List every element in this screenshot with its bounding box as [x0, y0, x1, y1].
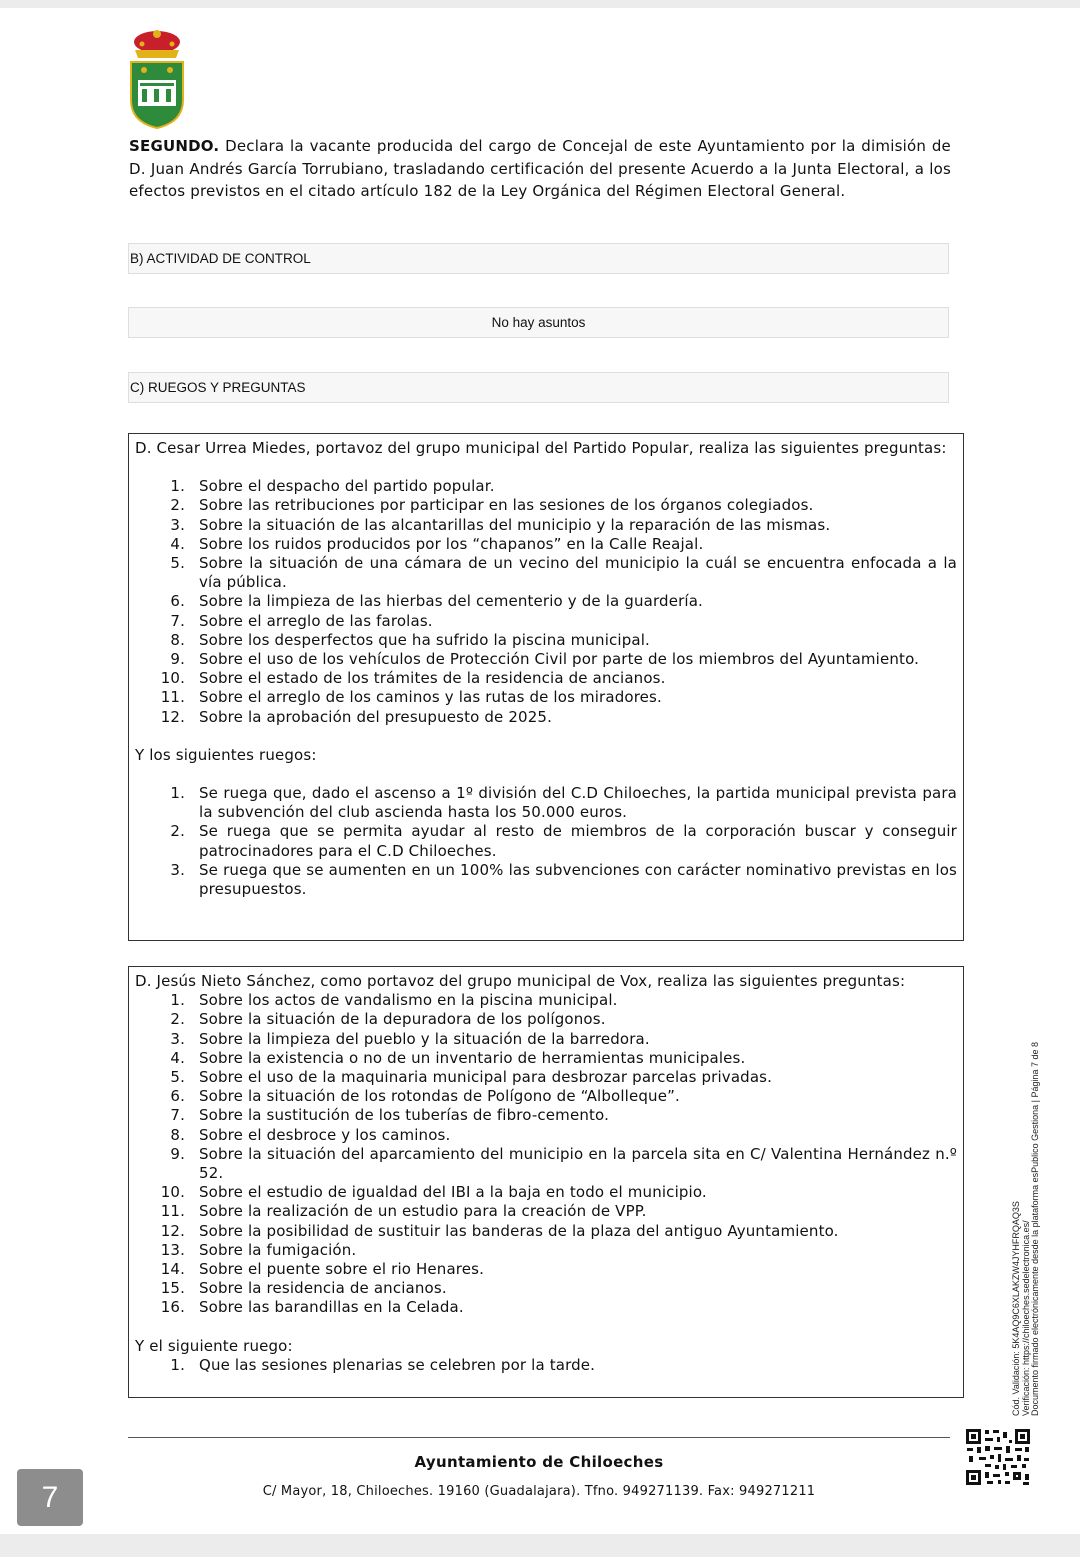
list-item-text: Sobre el arreglo de los caminos y las rutas de los miradores.	[199, 688, 662, 707]
list-item-number: 7.	[170, 1106, 185, 1125]
pp-questions-box	[128, 433, 964, 941]
list-item-number: 9.	[170, 1144, 185, 1163]
list-item-text: Sobre los desperfectos que ha sufrido la piscina municipal.	[199, 630, 650, 649]
list-item-number: 4.	[170, 1048, 185, 1067]
segundo-lead: SEGUNDO.	[129, 137, 220, 155]
list-item	[135, 1087, 957, 1106]
list-item	[135, 1202, 957, 1221]
list-item-text: Sobre el puente sobre el rio Henares.	[199, 1260, 485, 1279]
list-item-number: 11.	[160, 688, 185, 707]
list-item-text: Sobre la existencia o no de un inventario de herramientas municipales.	[199, 1048, 746, 1067]
list-item-number: 3.	[170, 515, 185, 534]
list-item-text: Se ruega que se aumenten en un 100% las subvenciones con carácter nominativo previstas en los presupuestos.	[199, 860, 957, 899]
list-item	[135, 554, 957, 592]
list-item-number: 1.	[170, 1355, 185, 1374]
list-item-text: Sobre los actos de vandalismo en la piscina municipal.	[199, 991, 618, 1010]
document-page	[0, 8, 1080, 1534]
section-b-heading: B) ACTIVIDAD DE CONTROL	[128, 243, 949, 274]
list-item	[135, 1241, 957, 1260]
validation-code: Cód. Validación: 5K4AQ9C6XLAKZW4JYHFRQAQ3S	[1011, 1201, 1021, 1416]
list-item	[135, 1145, 957, 1183]
pp-question-list	[135, 477, 957, 727]
list-item	[135, 861, 957, 899]
list-item-number: 10.	[160, 669, 185, 688]
list-item	[135, 1010, 957, 1029]
list-item-text: Sobre el arreglo de las farolas.	[199, 611, 433, 630]
list-item-text: Sobre la limpieza del pueblo y la situación de la barredora.	[199, 1029, 650, 1048]
list-item-number: 12.	[160, 707, 185, 726]
list-item	[135, 1030, 957, 1049]
list-item	[135, 669, 957, 688]
list-item-text: Sobre el uso de la maquinaria municipal para desbrozar parcelas privadas.	[199, 1068, 773, 1087]
list-item-text: Sobre la realización de un estudio para la creación de VPP.	[199, 1202, 647, 1221]
verification-sidebar	[1012, 966, 1041, 1416]
list-item-number: 14.	[160, 1260, 185, 1279]
list-item-number: 6.	[170, 592, 185, 611]
list-item-text: Sobre las barandillas en la Celada.	[199, 1298, 464, 1317]
list-item-text: Que las sesiones plenarias se celebren por la tarde.	[199, 1355, 596, 1374]
list-item-text: Sobre la situación de la depuradora de los polígonos.	[199, 1010, 606, 1029]
list-item-number: 1.	[170, 991, 185, 1010]
list-item-number: 3.	[170, 860, 185, 879]
list-item-number: 16.	[160, 1298, 185, 1317]
list-item	[135, 1279, 957, 1298]
list-item-text: Sobre la sustitución de los tuberías de fibro-cemento.	[199, 1106, 609, 1125]
list-item-text: Sobre la limpieza de las hierbas del cementerio y de la guardería.	[199, 592, 703, 611]
segundo-paragraph	[129, 135, 951, 203]
list-item	[135, 784, 957, 822]
list-item-number: 12.	[160, 1221, 185, 1240]
footer-address: C/ Mayor, 18, Chiloeches. 19160 (Guadalajara). Tfno. 949271139. Fax: 949271211	[262, 1484, 816, 1499]
vox-intro: D. Jesús Nieto Sánchez, como portavoz del grupo municipal de Vox, realiza las siguientes preguntas:	[135, 972, 906, 990]
list-item-text: Sobre la situación de los rotondas de Polígono de “Albolleque”.	[199, 1087, 680, 1106]
list-item	[135, 688, 957, 707]
list-item-text: Se ruega que, dado el ascenso a 1º división del C.D Chiloeches, la partida municipal prevista para la subvención del club ascienda hasta los 50.000 euros.	[199, 784, 957, 822]
list-item	[135, 1106, 957, 1125]
list-item-number: 13.	[160, 1240, 185, 1259]
list-item	[135, 535, 957, 554]
vox-ruego-intro: Y el siguiente ruego:	[135, 1336, 293, 1355]
pp-ruegos-list	[135, 784, 957, 899]
signature-note: Documento firmado electrónicamente desde la plataforma esPublico Gestiona | Página 7 de 8	[1030, 1041, 1040, 1416]
page-number-badge[interactable]: 7	[17, 1469, 83, 1526]
section-b-body: No hay asuntos	[128, 307, 949, 338]
list-item-text: Sobre la aprobación del presupuesto de 2025.	[199, 707, 553, 726]
list-item-text: Sobre el uso de los vehículos de Protección Civil por parte de los miembros del Ayuntamiento.	[199, 650, 920, 669]
list-item-number: 7.	[170, 611, 185, 630]
list-item-number: 10.	[160, 1183, 185, 1202]
segundo-text: Declara la vacante producida del cargo de Concejal de este Ayuntamiento por la dimisión de D. Juan Andrés García Torrubiano, trasladando certificación del presente Acuerdo a la Junta Electoral, a los efectos previstos en el citado artículo 182 de la Ley Orgánica del Régimen Electoral General.	[129, 137, 951, 200]
list-item	[135, 612, 957, 631]
list-item	[135, 477, 957, 496]
list-item	[135, 822, 957, 860]
municipal-crest-icon	[128, 28, 186, 130]
list-item	[135, 708, 957, 727]
list-item-text: Sobre la fumigación.	[199, 1240, 357, 1259]
list-item-number: 8.	[170, 630, 185, 649]
list-item-text: Sobre la posibilidad de sustituir las banderas de la plaza del antiguo Ayuntamiento.	[199, 1221, 839, 1240]
section-c-heading: C) RUEGOS Y PREGUNTAS	[128, 372, 949, 403]
list-item	[135, 991, 957, 1010]
list-item	[135, 1356, 957, 1375]
list-item-text: Sobre el estado de los trámites de la residencia de ancianos.	[199, 669, 666, 688]
list-item-text: Sobre los ruidos producidos por los “chapanos” en la Calle Reajal.	[199, 534, 704, 553]
vox-questions-box	[128, 966, 964, 1398]
footer-title: Ayuntamiento de Chiloeches	[414, 1453, 664, 1471]
list-item-number: 2.	[170, 1010, 185, 1029]
list-item	[135, 631, 957, 650]
list-item-number: 9.	[170, 650, 185, 669]
qr-code-icon	[965, 1428, 1031, 1486]
list-item-text: Sobre el despacho del partido popular.	[199, 477, 495, 496]
list-item-text: Sobre la situación de una cámara de un vecino del municipio la cuál se encuentra enfocada a la vía pública.	[199, 554, 957, 592]
footer-divider	[128, 1437, 950, 1438]
list-item-text: Sobre la situación de las alcantarillas del municipio y la reparación de las mismas.	[199, 515, 831, 534]
list-item-number: 11.	[160, 1202, 185, 1221]
list-item-number: 3.	[170, 1029, 185, 1048]
pp-intro: D. Cesar Urrea Miedes, portavoz del grupo municipal del Partido Popular, realiza las siguientes preguntas:	[135, 439, 947, 457]
list-item	[135, 1183, 957, 1202]
verification-url: Verificación: https://chiloeches.sedelectronica.es/	[1020, 1220, 1031, 1416]
pp-ruegos-intro: Y los siguientes ruegos:	[135, 745, 317, 764]
list-item-number: 1.	[170, 477, 185, 496]
vox-ruegos-list	[135, 1356, 957, 1375]
list-item-number: 5.	[170, 1068, 185, 1087]
list-item-text: Sobre la residencia de ancianos.	[199, 1279, 447, 1298]
list-item	[135, 1126, 957, 1145]
list-item-number: 1.	[170, 784, 185, 803]
list-item-text: Sobre el desbroce y los caminos.	[199, 1125, 451, 1144]
list-item-number: 8.	[170, 1125, 185, 1144]
list-item-text: Sobre las retribuciones por participar en las sesiones de los órganos colegiados.	[199, 496, 814, 515]
list-item	[135, 1222, 957, 1241]
list-item-number: 2.	[170, 822, 185, 841]
list-item	[135, 1260, 957, 1279]
list-item-text: Se ruega que se permita ayudar al resto de miembros de la corporación buscar y conseguir patrocinadores para el C.D Chiloeches.	[199, 822, 957, 860]
vox-question-list	[135, 991, 957, 1317]
list-item-number: 4.	[170, 534, 185, 553]
list-item	[135, 650, 957, 669]
list-item-number: 6.	[170, 1087, 185, 1106]
list-item	[135, 592, 957, 611]
list-item-number: 15.	[160, 1279, 185, 1298]
list-item-number: 2.	[170, 496, 185, 515]
list-item	[135, 1049, 957, 1068]
list-item	[135, 1068, 957, 1087]
list-item-number: 5.	[170, 554, 185, 573]
list-item-text: Sobre el estudio de igualdad del IBI a la baja en todo el municipio.	[199, 1183, 707, 1202]
list-item	[135, 516, 957, 535]
list-item	[135, 1298, 957, 1317]
list-item-text: Sobre la situación del aparcamiento del municipio en la parcela sita en C/ Valentina Hernández n.º 52.	[199, 1144, 957, 1183]
list-item	[135, 496, 957, 515]
